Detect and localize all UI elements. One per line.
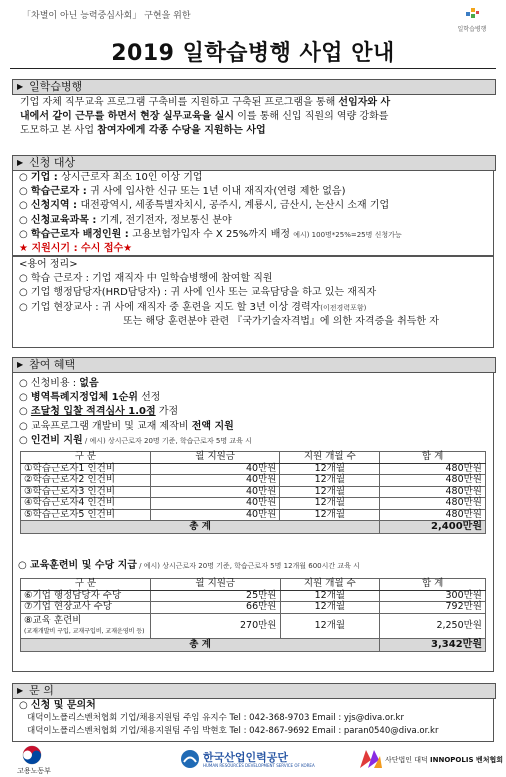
hrdk-logo xyxy=(180,748,330,772)
term-note: (이전경력포함) xyxy=(320,303,367,312)
overview-bold: 선임자와 사 xyxy=(338,97,391,108)
cell: 40만원 xyxy=(150,463,280,475)
total-value: 3,342만원 xyxy=(380,638,486,651)
benefit-bold: 전액 지원 xyxy=(191,420,234,432)
table-row xyxy=(21,463,486,475)
cell: ①학습근로자1 인건비 xyxy=(21,463,151,475)
triangle-icon: ▶ xyxy=(17,686,24,695)
benefit-item: ○ 조달청 입찰 적격심사 1.0점 가점 xyxy=(19,406,179,418)
terms-heading: <용어 정리> xyxy=(19,259,78,270)
innopolis-prefix: 사단법인 대덕 xyxy=(385,756,431,764)
eligibility-item: ○ 학습근로자 배정인원 : 고용보험가입자 수 X 25%까지 배정 예시) 100명*25%=25명 신청가능 xyxy=(19,228,402,240)
benefit-text: 가점 xyxy=(155,406,179,418)
total-label: 총 계 xyxy=(21,638,380,651)
slogan-text: 「차별이 아닌 능력중심사회」 구현을 위한 xyxy=(22,11,191,21)
moel-logo xyxy=(14,745,54,775)
contact-line: 대덕이노폴리스벤처협회 기업/채용지원팀 주임 유지수 Tel : 042-368-9703 Email : yjs@diva.or.kr xyxy=(27,713,404,723)
cell: 12개월 xyxy=(280,475,380,487)
contact-body xyxy=(12,698,494,742)
eligibility-item: ○ 신청교육과목 : 기계, 전기전자, 정보통신 분야 xyxy=(19,214,232,226)
cell: 12개월 xyxy=(280,486,380,498)
section-title: 일학습병행 xyxy=(29,80,83,93)
col-header: 합 계 xyxy=(380,579,486,591)
col-header: 구 분 xyxy=(21,452,151,464)
item-key: 학습근로자 배정인원 : xyxy=(30,228,133,240)
cell: 12개월 xyxy=(280,613,380,638)
total-value: 2,400만원 xyxy=(380,521,486,534)
cell: ②학습근로자2 인건비 xyxy=(21,475,151,487)
section-title: 신청 대상 xyxy=(29,156,76,169)
benefit-bold: 병역특례지정업체 1순위 xyxy=(30,392,138,404)
hrdk-logo-text: 한국산업인력공단 xyxy=(203,751,289,764)
cell: 25만원 xyxy=(150,590,280,602)
item-key: 기업 : xyxy=(30,172,62,183)
title-divider xyxy=(10,68,496,69)
cell: 480만원 xyxy=(380,475,486,487)
item-example: 예시) 100명*25%=25명 신청가능 xyxy=(293,230,402,239)
section-title: 참여 혜택 xyxy=(29,358,76,371)
contact-heading: ○ 신청 및 문의처 xyxy=(19,700,96,711)
benefit-text: 선정 xyxy=(137,392,161,404)
benefit-bold: 조달청 입찰 적격심사 1.0점 xyxy=(30,406,156,418)
section-header-benefits xyxy=(12,357,496,373)
eligibility-item: ○ 학습근로자 : 귀 사에 입사한 신규 또는 1년 이내 재직자(연령 제한 없음) xyxy=(19,186,346,198)
innopolis-logo xyxy=(360,750,503,772)
benefit-bold: 없음 xyxy=(79,378,99,389)
innopolis-logo-text xyxy=(385,755,503,765)
innopolis-mark-icon xyxy=(360,750,382,768)
term-item: ○ 학습 근로자 : 기업 재직자 中 일학습병행에 참여할 직원 xyxy=(19,273,273,285)
item-value: 기계, 전기전자, 정보통신 분야 xyxy=(99,214,232,226)
overview-bold: 참여자에게 각종 수당을 지원하는 사업 xyxy=(97,125,266,137)
cell: 480만원 xyxy=(380,486,486,498)
cell: 12개월 xyxy=(280,498,380,510)
item-key: 신청지역 : xyxy=(30,200,81,212)
total-row xyxy=(21,638,486,651)
cell: 12개월 xyxy=(280,463,380,475)
col-header: 구 분 xyxy=(21,579,151,591)
benefit-example: / 예시) 상시근로자 20명 기준, 학습근로자 5명 12개월 600시간 교육 시 xyxy=(136,562,360,570)
total-row xyxy=(21,521,486,534)
term-item: ○ 기업 행정담당자(HRD담당자) : 귀 사에 인사 또는 교육담당을 하고 있는 재직자 xyxy=(19,287,377,299)
item-value: 대전광역시, 세종특별자치시, 공주시, 계룡시, 금산시, 논산시 소재 기업 xyxy=(80,200,390,212)
overview-body xyxy=(12,95,494,144)
cell: 12개월 xyxy=(280,602,380,614)
cell: ③학습근로자3 인건비 xyxy=(21,486,151,498)
terms-box xyxy=(12,256,494,348)
cell: 66만원 xyxy=(150,602,280,614)
overview-text: 이를 통해 신입 직원의 역량 강화를 xyxy=(234,111,389,123)
hrdk-emblem-icon xyxy=(180,749,200,769)
table-row xyxy=(21,486,486,498)
total-label: 총 계 xyxy=(21,521,380,534)
cell-text: ⑧교육 훈련비 xyxy=(24,614,82,626)
benefit-item: ○ 교육프로그램 개발비 및 교재 제작비 전액 지원 xyxy=(19,420,234,432)
hrdk-logo-subtext: HUMAN RESOURCES DEVELOPMENT SERVICE OF KOREA xyxy=(203,763,315,768)
cell: ④학습근로자4 인건비 xyxy=(21,498,151,510)
col-header: 지원 개월 수 xyxy=(280,452,380,464)
overview-text: 도모하고 본 사업 xyxy=(20,125,98,137)
section-header-contact xyxy=(12,683,496,699)
section-header-overview xyxy=(12,79,496,95)
application-period: ★ 지원시기 : 수시 접수★ xyxy=(19,243,133,255)
triangle-icon: ▶ xyxy=(17,158,24,167)
cell: 40만원 xyxy=(150,486,280,498)
cell: 40만원 xyxy=(150,475,280,487)
cell: 480만원 xyxy=(380,509,486,521)
item-key: 신청교육과목 : xyxy=(30,214,100,226)
contact-line: 대덕이노폴리스벤처협회 기업/채용지원팀 주임 박현호 Tel : 042-867-9692 Email : paran0540@diva.or.kr xyxy=(27,726,439,736)
cell xyxy=(21,613,151,638)
work-study-logo-text: 일학습병행 xyxy=(457,26,487,33)
page-title: 2019 일학습병행 사업 안내 xyxy=(111,41,395,66)
benefit-item: ○ 교육훈련비 및 수당 지급 / 예시) 상시근로자 20명 기준, 학습근로자 5명 12개월 600시간 교육 시 xyxy=(18,560,360,571)
cell: 40만원 xyxy=(150,498,280,510)
benefit-bold: 교육훈련비 및 수당 지급 xyxy=(29,560,137,571)
triangle-icon: ▶ xyxy=(17,82,24,91)
cell: 300만원 xyxy=(380,590,486,602)
col-header: 합 계 xyxy=(380,452,486,464)
benefit-item: ○ 인건비 지원 / 예시) 상시근로자 20명 기준, 학습근로자 5명 교육 시 xyxy=(19,434,252,446)
section-title: 문 의 xyxy=(29,684,54,697)
triangle-icon: ▶ xyxy=(17,360,24,369)
item-value: 고용보험가입자 수 X 25%까지 배정 xyxy=(132,228,294,240)
cell: 480만원 xyxy=(380,463,486,475)
table-row xyxy=(21,590,486,602)
cell: ⑥기업 행정담당자 수당 xyxy=(21,590,151,602)
work-study-logo xyxy=(452,6,492,34)
contact-title: 신청 및 문의처 xyxy=(30,700,96,711)
term-text: 학습 근로자 : 기업 재직자 中 일학습병행에 참여할 직원 xyxy=(30,273,273,285)
table-row xyxy=(21,509,486,521)
term-text: 기업 현장교사 : 귀 사에 재직자 중 훈련을 지도 할 3년 이상 경력자 xyxy=(30,301,321,313)
moel-emblem-icon xyxy=(22,745,42,765)
cell: 2,250만원 xyxy=(380,613,486,638)
eligibility-item: ○ 신청지역 : 대전광역시, 세종특별자치시, 공주시, 계룡시, 금산시, 논산시 소재 기업 xyxy=(19,200,390,212)
cell: 12개월 xyxy=(280,509,380,521)
benefit-item: ○ 신청비용 : 없음 xyxy=(19,378,99,389)
item-value: 상시근로자 최소 10인 이상 기업 xyxy=(61,172,203,183)
cell: 270만원 xyxy=(150,613,280,638)
table-row xyxy=(21,498,486,510)
table-row xyxy=(21,602,486,614)
cell: ⑤학습근로자5 인건비 xyxy=(21,509,151,521)
item-key: 학습근로자 : xyxy=(30,186,91,198)
col-header: 월 지원금 xyxy=(150,452,280,464)
benefit-item: ○ 병역특례지정업체 1순위 선정 xyxy=(19,392,161,404)
cell: 12개월 xyxy=(280,590,380,602)
item-value: 귀 사에 입사한 신규 또는 1년 이내 재직자(연령 제한 없음) xyxy=(90,186,346,198)
eligibility-item: ○ 기업 : 상시근로자 최소 10인 이상 기업 xyxy=(19,172,203,183)
table-row xyxy=(21,475,486,487)
cell: 792만원 xyxy=(380,602,486,614)
benefit-text: 신청비용 : xyxy=(30,378,80,389)
labor-cost-table xyxy=(20,451,486,534)
term-text: 또는 해당 훈련분야 관련 『국가기술자격법』에 의한 자격증을 취득한 자 xyxy=(123,315,439,327)
cell: 40만원 xyxy=(150,509,280,521)
term-text: 기업 행정담당자(HRD담당자) : 귀 사에 인사 또는 교육담당을 하고 있는 재직자 xyxy=(30,287,377,299)
cell-note: (교재개발비 구입, 교재구입비, 교재운영비 등) xyxy=(24,627,145,635)
benefit-example: / 예시) 상시근로자 20명 기준, 학습근로자 5명 교육 시 xyxy=(82,436,252,445)
eligibility-list xyxy=(12,170,494,256)
term-item-cont xyxy=(19,315,487,329)
benefit-text: 교육프로그램 개발비 및 교재 제작비 xyxy=(30,420,192,432)
col-header: 월 지원금 xyxy=(150,579,280,591)
table-row xyxy=(21,613,486,638)
innopolis-name: INNOPOLIS 벤처협회 xyxy=(430,756,503,764)
overview-bold: 내에서 같이 근무를 하면서 현장 실무교육을 실시 xyxy=(20,111,235,123)
moel-logo-text: 고용노동부 xyxy=(17,767,51,775)
benefit-bold: 인건비 지원 xyxy=(30,434,83,446)
overview-text: 기업 자체 직무교육 프로그램 구축비를 지원하고 구축된 프로그램을 통해 xyxy=(20,97,339,108)
training-cost-table xyxy=(20,578,486,652)
cell: ⑦기업 현장교사 수당 xyxy=(21,602,151,614)
work-study-logo-icon xyxy=(464,6,480,22)
section-header-eligibility xyxy=(12,155,496,171)
col-header: 지원 개월 수 xyxy=(280,579,380,591)
cell: 480만원 xyxy=(380,498,486,510)
term-item: ○ 기업 현장교사 : 귀 사에 재직자 중 훈련을 지도 할 3년 이상 경력자(이전경력포함) xyxy=(19,301,367,313)
